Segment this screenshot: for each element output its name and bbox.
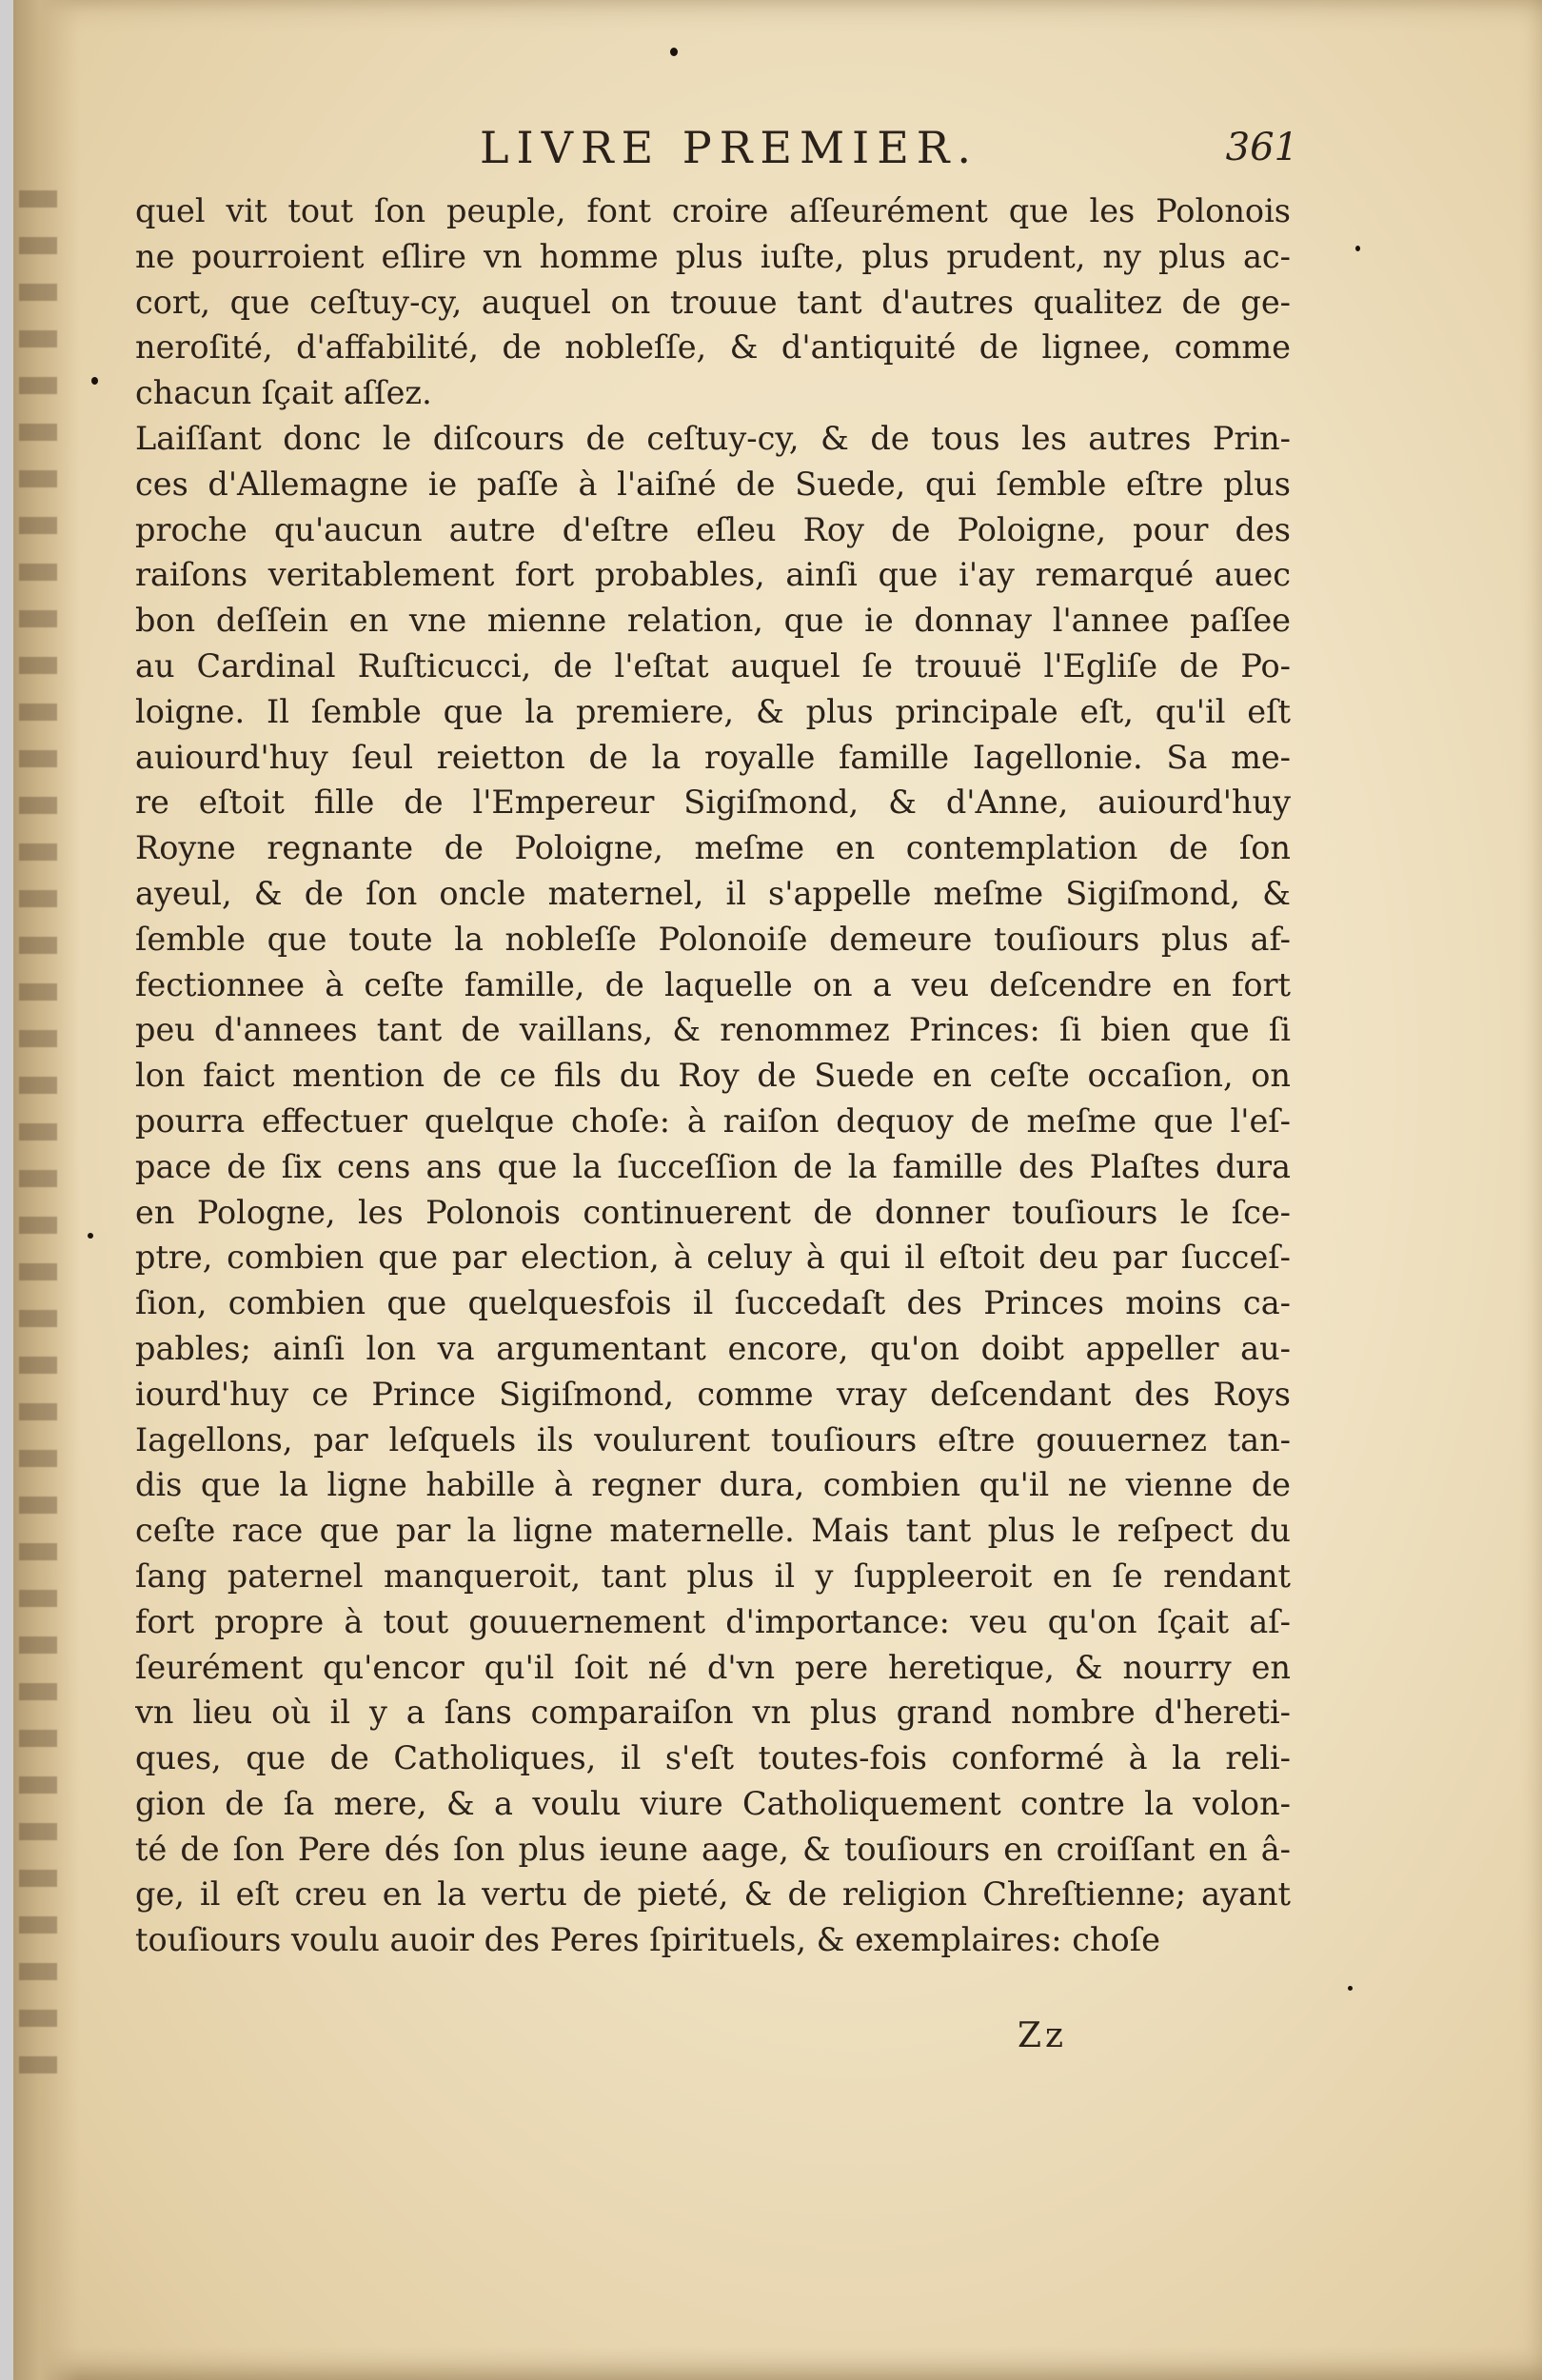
text-line: pourra effectuer quelque choſe: à raiſon dequoy de meſme que l'eſ- [135,1101,1291,1140]
text-line: raiſons veritablement fort probables, ainſi que i'ay remarqué auec [135,556,1291,594]
text-line: ſeurément qu'encor qu'il ſoit né d'vn pere heretique, & nourry en [135,1648,1291,1686]
text-line: bon deſſein en vne mienne relation, que ie donnay l'annee paſſee [135,602,1291,640]
text-line: en Pologne, les Polonois continuerent de donner touſiours le ſce- [135,1193,1291,1231]
text-line: ptre, combien que par election, à celuy à qui il eſtoit deu par ſucceſ- [135,1239,1291,1277]
text-line: au Cardinal Ruſticucci, de l'eſtat auquel ſe trouuë l'Egliſe de Po- [135,646,1291,684]
body-text [135,188,1291,1963]
text-line: Laiſſant donc le diſcours de ceſtuy-cy, & de tous les autres Prin- [135,419,1291,457]
ink-speck [1355,246,1360,251]
text-line: ne pourroient eſlire vn homme plus iuſte, plus prudent, ny plus ac- [135,237,1291,275]
text-line: quel vit tout ſon peuple, font croire aſſeurément que les Polonois [135,192,1291,229]
ink-speck [670,48,678,56]
text-line: touſiours voulu auoir des Peres ſpirituels, & exemplaires: choſe [135,1921,1160,1959]
gutter-bleed-marks [19,190,57,2094]
text-line: loigne. Il ſemble que la premiere, & plus principale eſt, qu'il eſt [135,692,1291,730]
text-line: pace de ſix cens ans que la ſucceſſion de la famille des Plaſtes dura [135,1147,1291,1185]
text-line: ſion, combien que quelquesfois il ſuccedaſt des Princes moins ca- [135,1284,1291,1322]
text-line: auiourd'huy ſeul reietton de la royalle famille Iagellonie. Sa me- [135,738,1291,776]
text-line: fectionnee à ceſte famille, de laquelle on a veu deſcendre en fort [135,965,1291,1003]
text-line: neroſité, d'affabilité, de nobleſſe, & d'antiquité de lignee, comme [135,328,1291,367]
text-line: fort propre à tout gouuernement d'importance: veu qu'on ſçait aſ- [135,1602,1291,1640]
text-line: dis que la ligne habille à regner dura, combien qu'il ne vienne de [135,1466,1291,1504]
text-line: cort, que ceſtuy-cy, auquel on trouue tant d'autres qualitez de ge- [135,283,1291,321]
text-line: gion de ſa mere, & a voulu viure Catholiquement contre la volon- [135,1784,1291,1822]
text-line: peu d'annees tant de vaillans, & renommez Princes: ſi bien que ſi [135,1011,1291,1049]
running-title: LIVRE PREMIER. [480,122,979,173]
text-line: lon faict mention de ce fils du Roy de Suede en ceſte occaſion, on [135,1057,1291,1095]
text-line: Royne regnante de Poloigne, meſme en contemplation de ſon [135,829,1291,867]
book-page [13,0,1542,2380]
text-line: ques, que de Catholiques, il s'eſt toutes-fois conformé à la reli- [135,1739,1291,1777]
text-line: ces d'Allemagne ie paſſe à l'aiſné de Suede, qui ſemble eſtre plus [135,465,1291,503]
text-line: ayeul, & de ſon oncle maternel, il s'appelle meſme Sigiſmond, & [135,874,1291,912]
text-line: ceſte race que par la ligne maternelle. Mais tant plus le reſpect du [135,1512,1291,1550]
text-line: ge, il eſt creu en la vertu de pieté, & de religion Chreſtienne; ayant [135,1875,1291,1914]
folio-number: 361 [1225,126,1298,169]
text-line: Iagellons, par leſquels ils voulurent touſiours eſtre gouuernez tan- [135,1420,1291,1458]
catchword: Zz [1018,2016,1067,2055]
text-line: chacun ſçait aſſez. [135,374,432,412]
running-head [128,122,1298,179]
text-line: ſemble que toute la nobleſſe Polonoiſe demeure touſiours plus af- [135,920,1291,958]
text-line: pables; ainſi lon va argumentant encore, qu'on doibt appeller au- [135,1329,1291,1367]
text-line: iourd'huy ce Prince Sigiſmond, comme vray deſcendant des Roys [135,1375,1291,1413]
text-line: proche qu'aucun autre d'eſtre eſleu Roy de Poloigne, pour des [135,510,1291,548]
text-line: té de ſon Pere dés ſon plus ieune aage, & touſiours en croiſſant en â- [135,1830,1291,1868]
ink-speck [88,1233,93,1239]
page-gutter [13,0,80,2380]
text-line: re eſtoit fille de l'Empereur Sigiſmond, & d'Anne, auiourd'huy [135,783,1291,822]
ink-speck [1348,1986,1353,1991]
text-line: vn lieu où il y a ſans comparaiſon vn plus grand nombre d'hereti- [135,1694,1291,1732]
text-line: ſang paternel manqueroit, tant plus il y ſuppleeroit en ſe rendant [135,1557,1291,1595]
ink-speck [91,377,98,385]
